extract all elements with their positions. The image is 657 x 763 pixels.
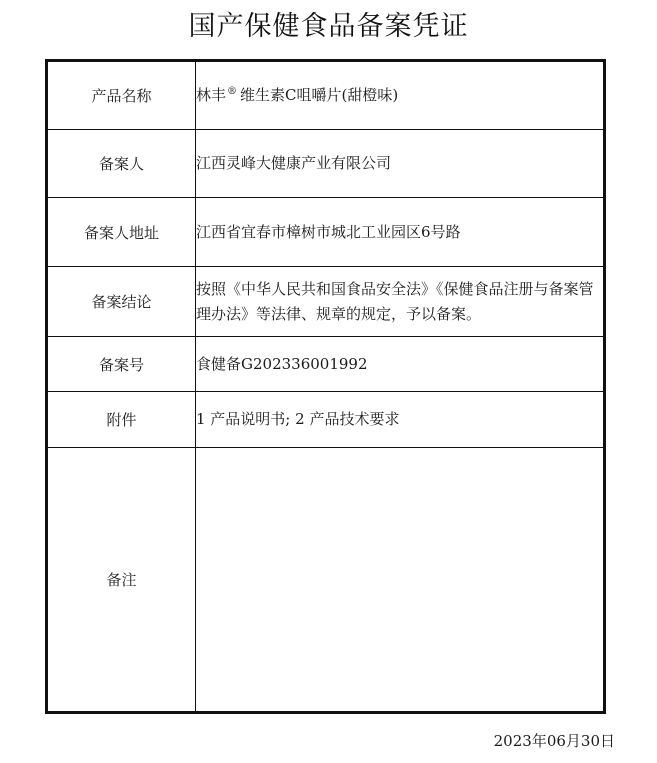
filer-address-label: 备案人地址 xyxy=(47,198,196,267)
conclusion-label: 备案结论 xyxy=(47,267,196,337)
row-conclusion xyxy=(47,267,605,337)
row-record-number xyxy=(47,337,605,392)
row-filer-address xyxy=(47,198,605,267)
remarks-value xyxy=(196,448,605,713)
filer-value: 江西灵峰大健康产业有限公司 xyxy=(196,130,605,198)
issue-date: 2023年06月30日 xyxy=(493,732,615,750)
document-title: 国产保健食品备案凭证 xyxy=(188,11,469,42)
filer-label: 备案人 xyxy=(47,130,196,198)
product-name-label: 产品名称 xyxy=(47,61,196,130)
product-brand: 林丰 xyxy=(196,86,227,104)
row-remarks xyxy=(47,448,605,713)
row-product-name xyxy=(47,61,605,130)
row-attachments xyxy=(47,392,605,448)
row-filer xyxy=(47,130,605,198)
filer-address-value: 江西省宜春市樟树市城北工业园区6号路 xyxy=(196,198,605,267)
product-title: 维生素C咀嚼片(甜橙味) xyxy=(240,86,399,104)
attachments-label: 附件 xyxy=(47,392,196,448)
record-number-value: 食健备G202336001992 xyxy=(196,337,605,392)
conclusion-value: 按照《中华人民共和国食品安全法》《保健食品注册与备案管理办法》等法律、规章的规定，予以备案。 xyxy=(196,267,605,337)
registered-mark: ® xyxy=(227,86,238,97)
attachments-value: 1 产品说明书; 2 产品技术要求 xyxy=(196,392,605,448)
product-name-value xyxy=(196,61,605,130)
record-number-label: 备案号 xyxy=(47,337,196,392)
filing-record-table xyxy=(45,59,606,714)
remarks-label: 备注 xyxy=(47,448,196,713)
